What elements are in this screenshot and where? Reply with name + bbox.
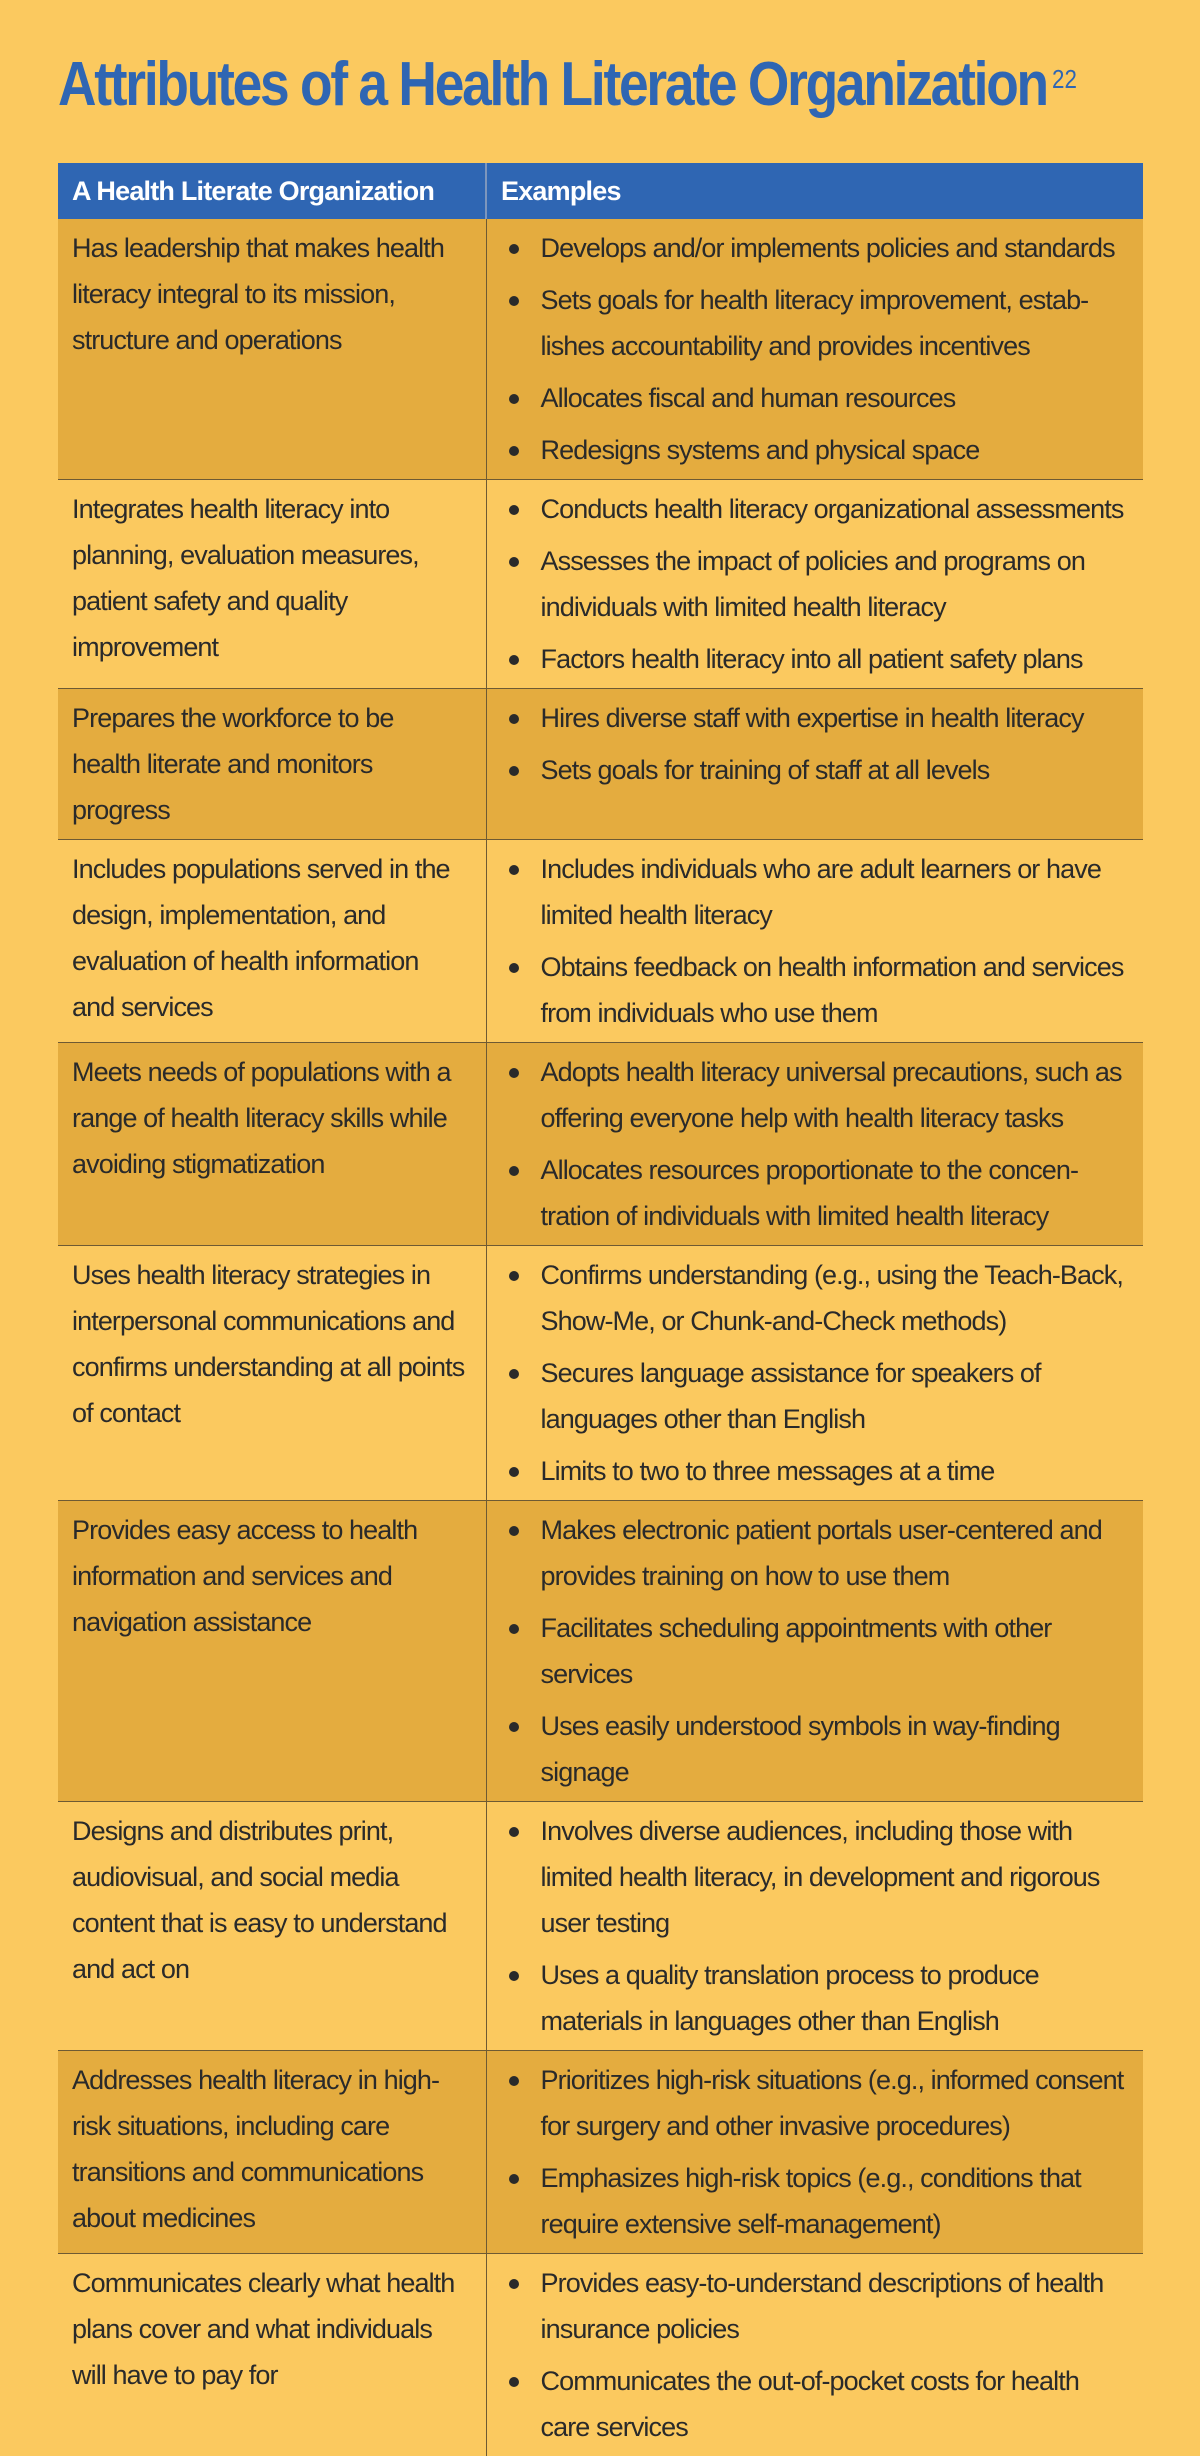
examples-cell [486, 689, 1143, 840]
examples-list [501, 695, 1130, 793]
attribute-cell: Has leadership that makes health literacy integral to its mission, structure and operations [58, 219, 486, 480]
examples-list [501, 2057, 1130, 2247]
table-row [58, 480, 1143, 689]
table-body [58, 219, 1143, 2456]
list-item: Secures language assistance for speakers of languages other than English [501, 1350, 1130, 1442]
list-item: Uses a quality translation process to produce materials in languages other than English [501, 1952, 1130, 2044]
list-item: Redesigns systems and physical space [501, 427, 1130, 473]
table-row [58, 840, 1143, 1043]
examples-cell [486, 2051, 1143, 2254]
examples-cell [486, 1501, 1143, 1802]
list-item: Allocates resources proportionate to the concen-tration of individuals with limited health literacy [501, 1147, 1130, 1239]
examples-list [501, 486, 1130, 682]
attribute-cell: Prepares the workforce to be health literate and monitors progress [58, 689, 486, 840]
list-item: Conducts health literacy organizational assessments [501, 486, 1130, 532]
attributes-table [58, 163, 1143, 2456]
list-item: Includes individuals who are adult learners or have limited health literacy [501, 846, 1130, 938]
attribute-cell: Meets needs of populations with a range of health literacy skills while avoiding stigmatization [58, 1043, 486, 1246]
list-item: Sets goals for health literacy improvement, estab-lishes accountability and provides incentives [501, 277, 1130, 369]
page-title-text: Attributes of a Health Literate Organization [58, 50, 1047, 119]
table-row [58, 219, 1143, 480]
examples-cell [486, 1802, 1143, 2051]
examples-cell [486, 1043, 1143, 1246]
table-row [58, 1802, 1143, 2051]
list-item: Sets goals for training of staff at all levels [501, 747, 1130, 793]
list-item: Assesses the impact of policies and programs on individuals with limited health literacy [501, 538, 1130, 630]
examples-list [501, 2260, 1130, 2450]
table-row [58, 1246, 1143, 1501]
attribute-cell: Includes populations served in the design, implementation, and evaluation of health information and services [58, 840, 486, 1043]
attribute-cell: Communicates clearly what health plans cover and what individuals will have to pay for [58, 2254, 486, 2456]
examples-cell [486, 219, 1143, 480]
table-row [58, 1501, 1143, 1802]
list-item: Adopts health literacy universal precautions, such as offering everyone help with health literacy tasks [501, 1049, 1130, 1141]
list-item: Communicates the out-of-pocket costs for health care services [501, 2358, 1130, 2450]
table-header-row [58, 163, 1143, 219]
attribute-cell: Integrates health literacy into planning, evaluation measures, patient safety and quality improvement [58, 480, 486, 689]
list-item: Uses easily understood symbols in way-finding signage [501, 1703, 1130, 1795]
table-row [58, 1043, 1143, 1246]
table-row [58, 2051, 1143, 2254]
header-examples: Examples [486, 163, 1143, 219]
list-item: Hires diverse staff with expertise in health literacy [501, 695, 1130, 741]
list-item: Makes electronic patient portals user-centered and provides training on how to use them [501, 1507, 1130, 1599]
table-row [58, 2254, 1143, 2456]
table-row [58, 689, 1143, 840]
list-item: Factors health literacy into all patient safety plans [501, 636, 1130, 682]
examples-list [501, 846, 1130, 1036]
examples-cell [486, 2254, 1143, 2456]
list-item: Obtains feedback on health information and services from individuals who use them [501, 944, 1130, 1036]
examples-cell [486, 1246, 1143, 1501]
examples-list [501, 1808, 1130, 2044]
list-item: Limits to two to three messages at a time [501, 1448, 1130, 1494]
examples-cell [486, 480, 1143, 689]
page-title [58, 42, 1004, 128]
table-header [58, 163, 1143, 219]
examples-cell [486, 840, 1143, 1043]
title-block [58, 42, 1158, 142]
list-item: Facilitates scheduling appointments with other services [501, 1605, 1130, 1697]
list-item: Involves diverse audiences, including those with limited health literacy, in development and rigorous user testing [501, 1808, 1130, 1946]
title-footnote-reference: 22 [1052, 64, 1077, 94]
attribute-cell: Designs and distributes print, audiovisual, and social media content that is easy to understand and act on [58, 1802, 486, 2051]
attribute-cell: Provides easy access to health information and services and navigation assistance [58, 1501, 486, 1802]
list-item: Prioritizes high-risk situations (e.g., informed consent for surgery and other invasive procedures) [501, 2057, 1130, 2149]
list-item: Emphasizes high-risk topics (e.g., conditions that require extensive self-management) [501, 2155, 1130, 2247]
attribute-cell: Addresses health literacy in high-risk situations, including care transitions and communications about medicines [58, 2051, 486, 2254]
list-item: Allocates fiscal and human resources [501, 375, 1130, 421]
examples-list [501, 1507, 1130, 1795]
list-item: Confirms understanding (e.g., using the Teach-Back, Show-Me, or Chunk-and-Check methods) [501, 1252, 1130, 1344]
examples-list [501, 1252, 1130, 1494]
examples-list [501, 225, 1130, 473]
examples-list [501, 1049, 1130, 1239]
list-item: Develops and/or implements policies and standards [501, 225, 1130, 271]
header-organization: A Health Literate Organization [58, 163, 486, 219]
attribute-cell: Uses health literacy strategies in interpersonal communications and confirms understanding at all points of contact [58, 1246, 486, 1501]
list-item: Provides easy-to-understand descriptions of health insurance policies [501, 2260, 1130, 2352]
